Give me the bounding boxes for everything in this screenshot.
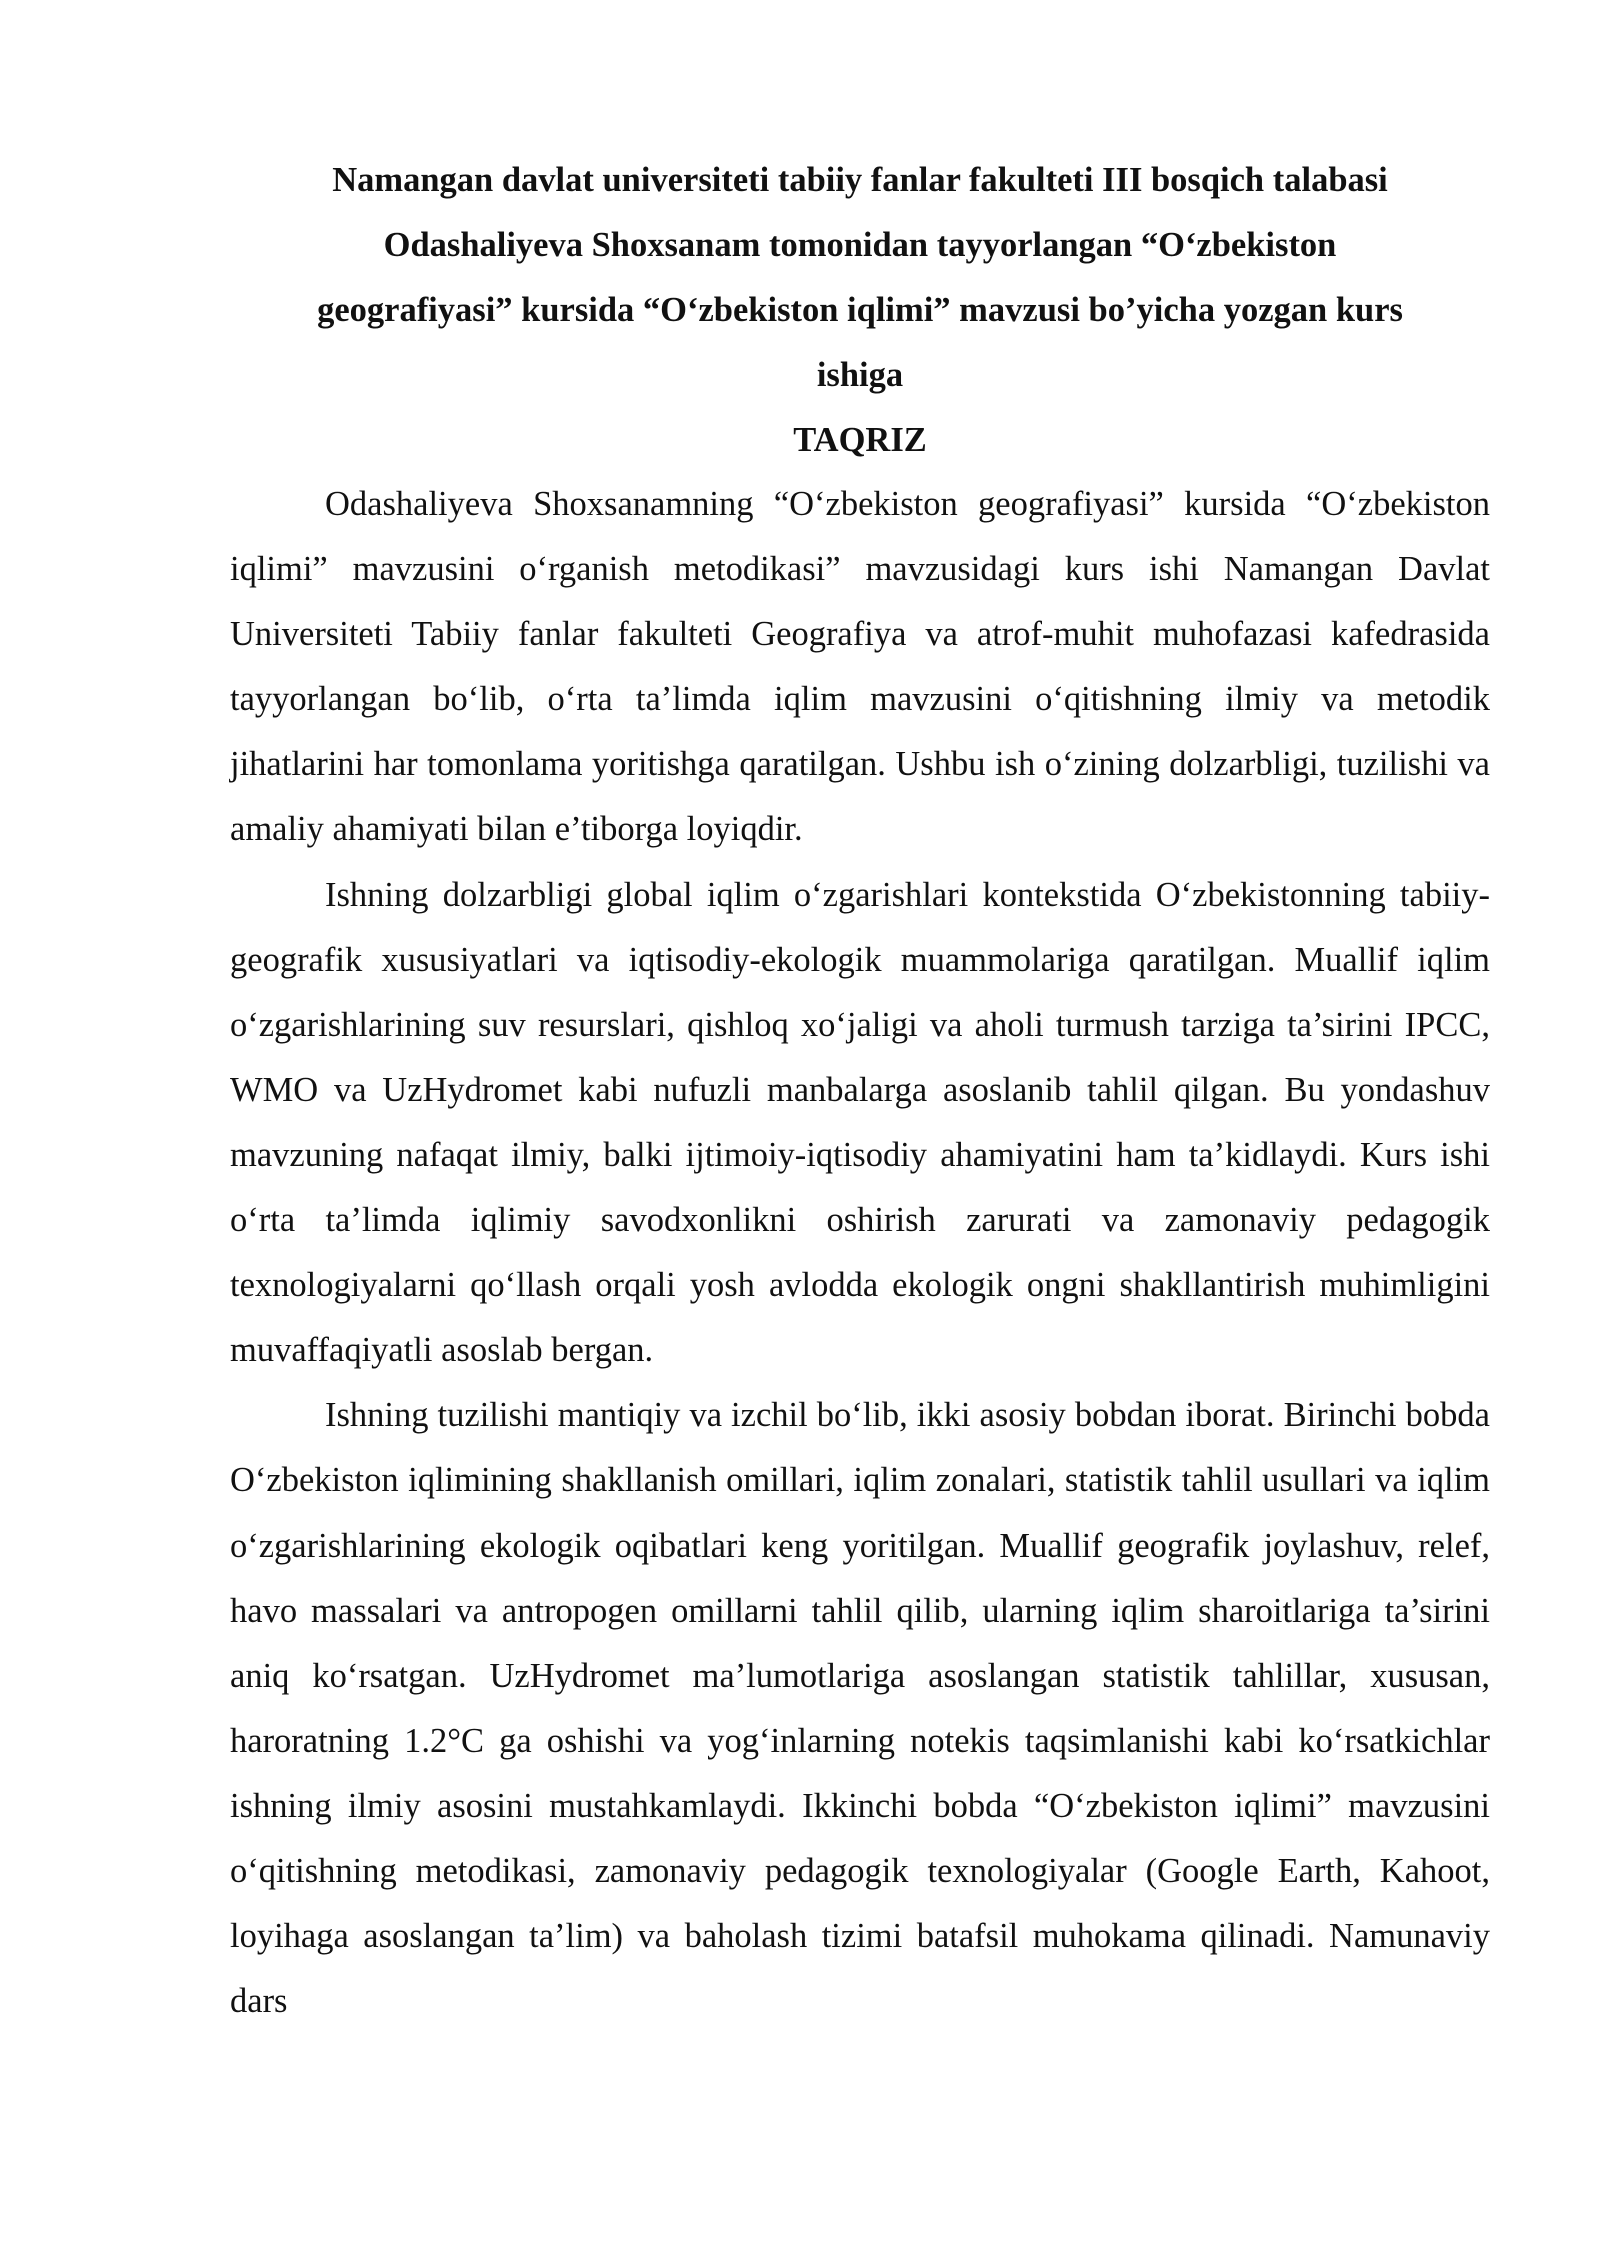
review-title: TAQRIZ [793, 421, 927, 459]
review-body [230, 472, 1490, 2034]
review-heading [230, 148, 1490, 473]
heading-line: geografiyasi” kursida “O‘zbekiston iqlimi” mavzusi bo’yicha yozgan kurs [317, 291, 1403, 329]
heading-line: ishiga [816, 356, 904, 394]
heading-line: Odashaliyeva Shoxsanam tomonidan tayyorlangan “O‘zbekiston [383, 226, 1337, 264]
paragraph-structure: Ishning tuzilishi mantiqiy va izchil bo‘lib, ikki asosiy bobdan iborat. Birinchi bobda O‘zbekiston iqlimining shakllanish omillari, iqlim zonalari, statistik tahlil usullari va iqlim o‘zgarishlarining ekologik oqibatlari keng yoritilgan. Muallif geografik joylashuv, relef, havo massalari va antropogen omillarni tahlil qilib, ularning iqlim sharoitlariga ta’sirini aniq ko‘rsatgan. UzHydromet ma’lumotlariga asoslangan statistik tahlillar, xususan, haroratning 1.2°C ga oshishi va yog‘inlarning notekis taqsimlanishi kabi ko‘rsatkichlar ishning ilmiy asosini mustahkamlaydi. Ikkinchi bobda “O‘zbekiston iqlimi” mavzusini o‘qitishning metodikasi, zamonaviy pedagogik texnologiyalar (Google Earth, Kahoot, loyihaga asoslangan ta’lim) va baholash tizimi batafsil muhokama qilinadi. Namunaviy dars [230, 1396, 1490, 2021]
paragraph-relevance: Ishning dolzarbligi global iqlim o‘zgarishlari kontekstida O‘zbekistonning tabiiy-geografik xususiyatlari va iqtisodiy-ekologik muammolariga qaratilgan. Muallif iqlim o‘zgarishlarining suv resurslari, qishloq xo‘jaligi va aholi turmush tarziga ta’sirini IPCC, WMO va UzHydromet kabi nufuzli manbalarga asoslanib tahlil qilgan. Bu yondashuv mavzuning nafaqat ilmiy, balki ijtimoiy-iqtisodiy ahamiyatini ham ta’kidlaydi. Kurs ishi o‘rta ta’limda iqlimiy savodxonlikni oshirish zarurati va zamonaviy pedagogik texnologiyalarni qo‘llash orqali yosh avlodda ekologik ongni shakllantirish muhimligini muvaffaqiyatli asoslab bergan. [230, 875, 1490, 1370]
heading-line: Namangan davlat universiteti tabiiy fanlar fakulteti III bosqich talabasi [332, 161, 1388, 199]
paragraph-relevance-intro: Odashaliyeva Shoxsanamning “O‘zbekiston geografiyasi” kursida “O‘zbekiston iqlimi” mavzusini o‘rganish metodikasi” mavzusidagi kurs ishi Namangan Davlat Universiteti Tabiiy fanlar fakulteti Geografiya va atrof-muhit muhofazasi kafedrasida tayyorlangan bo‘lib, o‘rta ta’limda iqlim mavzusini o‘qitishning ilmiy va metodik jihatlarini har tomonlama yoritishga qaratilgan. Ushbu ish o‘zining dolzarbligi, tuzilishi va amaliy ahamiyati bilan e’tiborga loyiqdir. [230, 485, 1490, 849]
